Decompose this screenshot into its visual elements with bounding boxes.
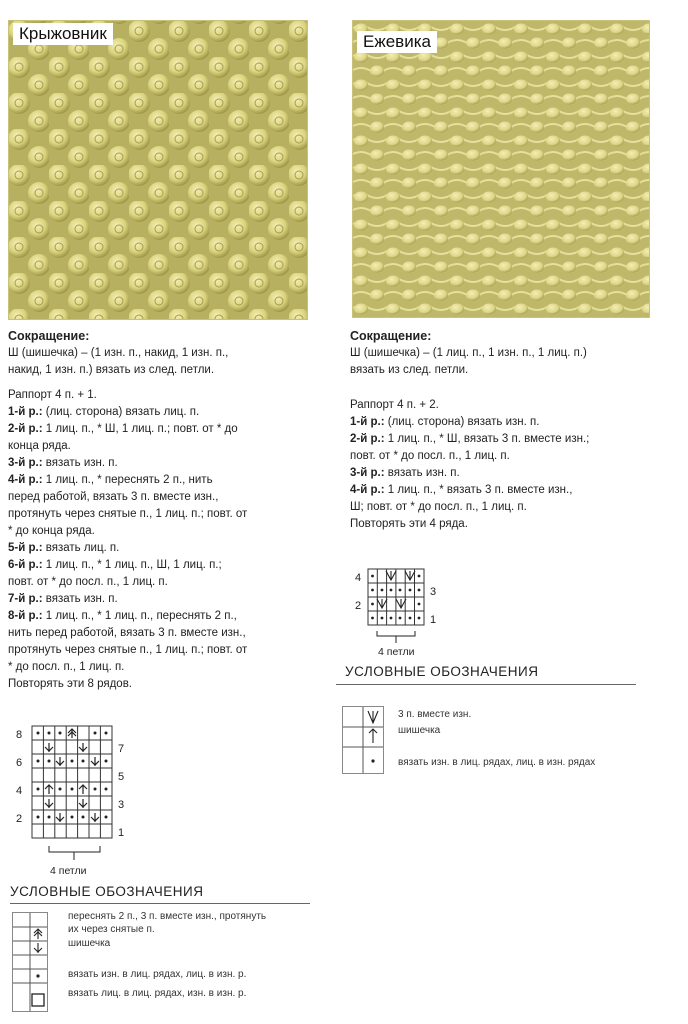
chart-width-label: 4 петли [378,646,415,658]
legend-item: шишечка [68,938,111,949]
row-2-cont: повт. от * до посл. п., 1 лиц. п. [350,450,510,462]
legend-item: шишечка [398,725,441,736]
chart-row-number: 5 [118,771,125,783]
legend-item: переснять 2 п., 3 п. вместе изн., протянуть [68,911,267,922]
row-2: 2-й р.: 1 лиц. п., * Ш, 1 лиц. п.; повт. от * до [8,423,238,435]
abbrev-heading: Сокращение: [8,329,90,343]
row-1: 1-й р.: (лиц. сторона) вязать лиц. п. [8,406,200,418]
chart-row-number: 1 [430,614,437,626]
chart-row-number: 3 [118,799,125,811]
row-4-cont: * до конца ряда. [8,525,95,537]
gooseberry-title: Крыжовник [13,23,113,45]
chart-row-number: 7 [118,743,125,755]
abbrev-line: Ш (шишечка) – (1 изн. п., накид, 1 изн. п., [8,347,229,359]
blackberry-title: Ежевика [357,31,437,53]
row-2: 2-й р.: 1 лиц. п., * Ш, вязать 3 п. вместе изн.; [350,433,590,445]
legend-item: вязать изн. в лиц. рядах, лиц. в изн. р. [68,969,247,980]
gooseberry-stitch-photo [8,20,308,320]
chart-row-number: 4 [16,785,23,797]
legend-title-left: УСЛОВНЫЕ ОБОЗНАЧЕНИЯ [10,884,204,899]
chart-width-label: 4 петли [50,865,87,877]
blackberry-texture [353,21,649,317]
row-1: 1-й р.: (лиц. сторона) вязать изн. п. [350,416,540,428]
row-8-cont: протянуть через снятые п., 1 лиц. п.; повт. от [8,644,248,656]
chart-row-number: 6 [16,757,23,769]
row-4: 4-й р.: 1 лиц. п., * вязать 3 п. вместе изн., [350,484,573,496]
legend-symbols-left [12,912,48,1012]
chart-row-number: 8 [16,729,23,741]
chart-row-number: 4 [355,572,362,584]
legend-rule [336,684,636,685]
row-3: 3-й р.: вязать изн. п. [8,457,118,469]
legend-item: 3 п. вместе изн. [398,709,472,720]
row-8: 8-й р.: 1 лиц. п., * 1 лиц. п., переснять 2 п., [8,610,237,622]
legend-item: вязать лиц. в лиц. рядах, изн. в изн. р. [68,988,247,999]
chart-row-number: 3 [430,586,437,598]
abbrev-line: вязать из след. петли. [350,364,469,376]
row-8-cont: нить перед работой, вязать 3 п. вместе изн., [8,627,246,639]
gooseberry-instructions [8,328,308,693]
legend-rule [10,903,310,904]
repeat-rows: Повторять эти 4 ряда. [350,518,468,530]
chart-row-number: 2 [16,813,23,825]
blackberry-stitch-photo [352,20,650,318]
blackberry-instructions [350,328,650,533]
legend-text-left [68,910,318,1000]
abbrev-line: Ш (шишечка) – (1 лиц. п., 1 изн. п., 1 лиц. п.) [350,347,587,359]
legend-symbols-right [342,706,384,774]
abbrev-line: накид, 1 изн. п.) вязать из след. петли. [8,364,215,376]
row-4-cont: Ш; повт. от * до посл. п., 1 лиц. п. [350,501,527,513]
legend-title-right: УСЛОВНЫЕ ОБОЗНАЧЕНИЯ [345,664,539,679]
legend-text-right [398,708,658,769]
blackberry-chart [350,565,460,665]
row-5: 5-й р.: вязать лиц. п. [8,542,120,554]
gooseberry-texture [9,21,307,319]
row-3: 3-й р.: вязать изн. п. [350,467,460,479]
chart-row-number: 1 [118,827,125,839]
legend-item: вязать изн. в лиц. рядах, лиц. в изн. рядах [398,757,596,768]
row-7: 7-й р.: вязать изн. п. [8,593,118,605]
abbrev-heading: Сокращение: [350,329,432,343]
row-6: 6-й р.: 1 лиц. п., * 1 лиц. п., Ш, 1 лиц. п.; [8,559,222,571]
row-6-cont: повт. от * до посл. п., 1 лиц. п. [8,576,168,588]
repeat-note: Раппорт 4 п. + 2. [350,399,439,411]
row-8-cont: * до посл. п., 1 лиц. п. [8,661,125,673]
repeat-note: Раппорт 4 п. + 1. [8,389,97,401]
chart-row-number: 2 [355,600,362,612]
row-2-cont: конца ряда. [8,440,71,452]
gooseberry-chart [10,720,140,885]
row-4-cont: протянуть через снятые п., 1 лиц. п.; повт. от [8,508,248,520]
row-4-cont: перед работой, вязать 3 п. вместе изн., [8,491,219,503]
row-4: 4-й р.: 1 лиц. п., * переснять 2 п., нить [8,474,213,486]
repeat-rows: Повторять эти 8 рядов. [8,678,132,690]
legend-item: их через снятые п. [68,924,155,935]
